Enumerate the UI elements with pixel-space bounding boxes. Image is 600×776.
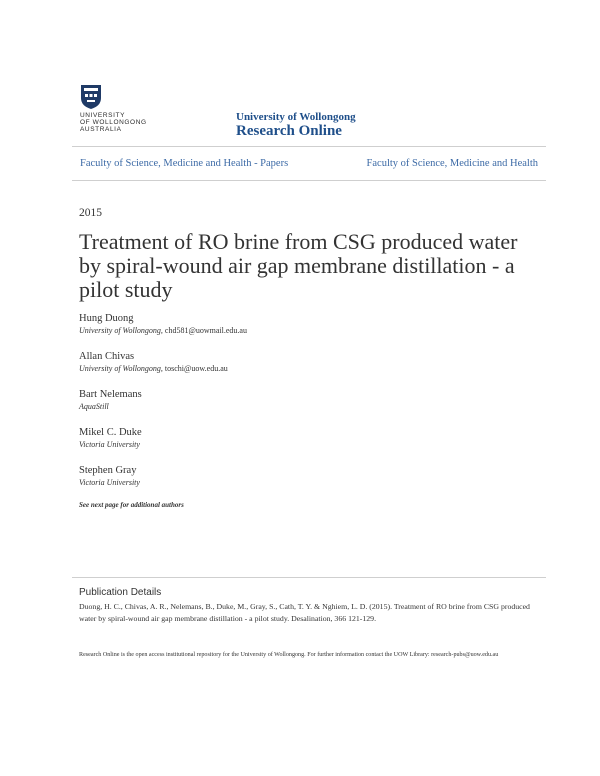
author-affiliation: Victoria University	[79, 478, 140, 487]
author-email[interactable]: , toschi@uow.edu.au	[160, 364, 228, 373]
author-affiliation-line	[79, 401, 539, 412]
author-entry	[79, 464, 539, 502]
divider-nav	[72, 180, 546, 181]
author-entry	[79, 426, 539, 464]
author-affiliation-line	[79, 325, 539, 336]
author-affiliation-line	[79, 439, 539, 450]
publication-year: 2015	[79, 207, 102, 219]
author-name: Mikel C. Duke	[79, 427, 142, 438]
paper-title[interactable]: Treatment of RO brine from CSG produced water by spiral-wound air gap membrane distillation - a pilot study	[79, 229, 518, 302]
university-name-link[interactable]: University of Wollongong	[236, 111, 356, 123]
author-email[interactable]: , chd581@uowmail.edu.au	[160, 326, 247, 335]
footer-note: Research Online is the open access institutional repository for the University of Wollongong. For further information contact the UOW Library: research-pubs@uow.edu.au	[79, 652, 499, 658]
author-list	[79, 312, 539, 502]
author-affiliation: University of Wollongong	[79, 364, 161, 373]
faculty-papers-link[interactable]: Faculty of Science, Medicine and Health - Papers	[80, 158, 289, 169]
author-name: Allan Chivas	[79, 351, 135, 362]
logo-line-3: AUSTRALIA	[80, 126, 122, 133]
publication-details-heading: Publication Details	[79, 587, 162, 598]
author-affiliation-line	[79, 477, 539, 488]
author-entry	[79, 388, 539, 426]
author-name: Bart Nelemans	[79, 389, 142, 400]
divider-publication	[72, 577, 546, 578]
author-affiliation: AquaStill	[79, 402, 109, 411]
research-online-link[interactable]: Research Online	[236, 123, 342, 139]
faculty-link[interactable]: Faculty of Science, Medicine and Health	[366, 158, 538, 169]
author-affiliation-line	[79, 363, 539, 374]
additional-authors-note: See next page for additional authors	[79, 501, 184, 509]
author-name: Stephen Gray	[79, 465, 137, 476]
logo-line-2: OF WOLLONGONG	[80, 119, 147, 126]
publication-details-text: Duong, H. C., Chivas, A. R., Nelemans, B., Duke, M., Gray, S., Cath, T. Y. & Nghiem, L. D. (2015). Treatment of RO brine from CSG produced water by spiral-wound air gap membrane distillation - a pilot study. Desalination, 366 121-129.	[79, 602, 530, 623]
crest-icon	[80, 84, 102, 110]
logo-wordmark	[80, 112, 150, 133]
university-logo	[80, 84, 150, 133]
author-entry	[79, 312, 539, 350]
author-affiliation: Victoria University	[79, 440, 140, 449]
author-entry	[79, 350, 539, 388]
author-affiliation: University of Wollongong	[79, 326, 161, 335]
logo-line-1: UNIVERSITY	[80, 112, 126, 119]
divider-top	[72, 146, 546, 147]
author-name: Hung Duong	[79, 313, 134, 324]
